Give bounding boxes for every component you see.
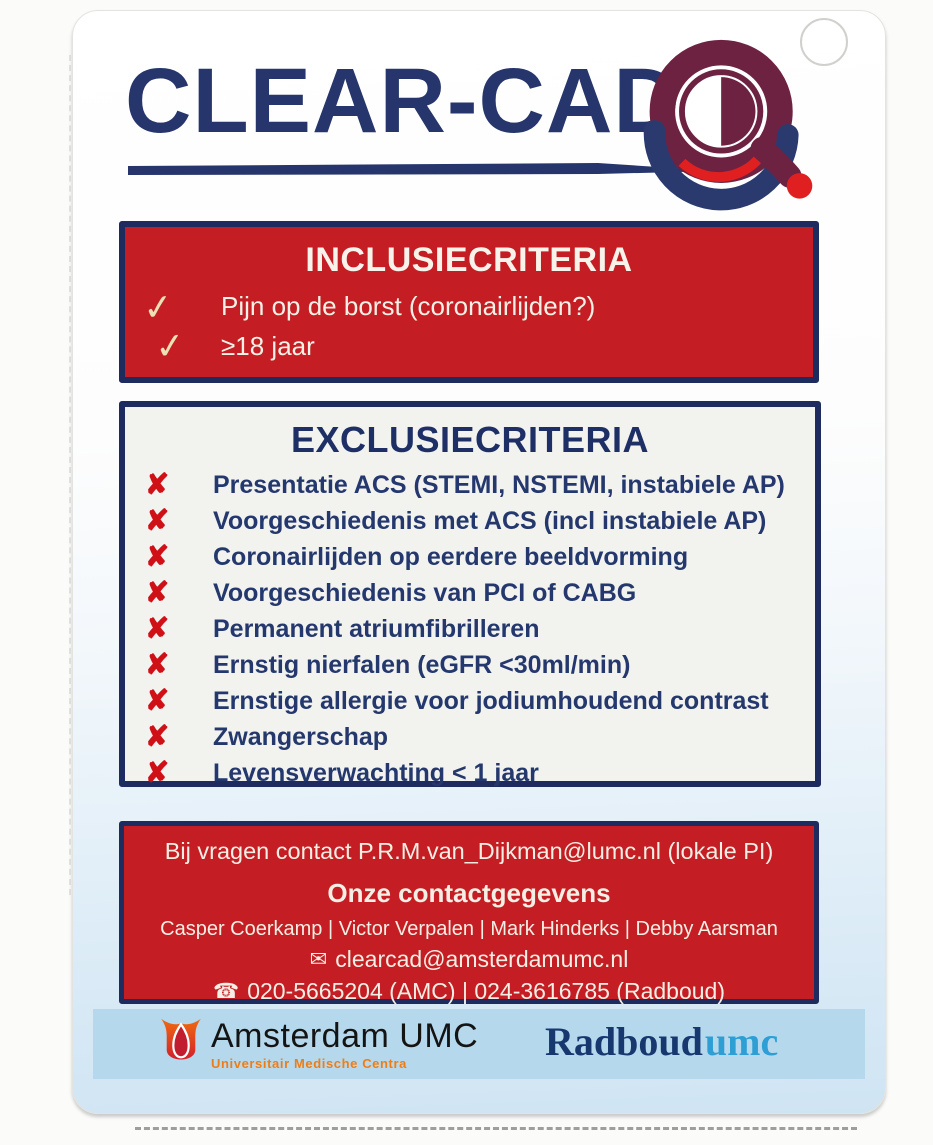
contact-phone-line [213,978,725,1005]
card-shadow-line [135,1127,857,1130]
exclusion-item-label: Ernstige allergie voor jodiumhoudend contrast [213,686,769,715]
exclusion-item [125,575,815,611]
exclusion-item [125,611,815,647]
cross-icon: ✘ [145,468,170,501]
tulip-icon [159,1017,203,1069]
exclusion-item-label: Zwangerschap [213,722,389,751]
cross-icon: ✘ [145,756,170,789]
phone-icon: ☎ [213,980,240,1003]
cross-icon: ✘ [145,612,170,645]
contact-question: Bij vragen contact P.R.M.van_Dijkman@lumc.nl (lokale PI) [164,838,774,864]
exclusion-item-label: Voorgeschiedenis van PCI of CABG [213,578,637,607]
exclusion-item [125,683,815,719]
amsterdam-umc-name: Amsterdam UMC [211,1017,479,1055]
exclusion-item [125,467,815,503]
radboudumc-logo [545,1019,779,1064]
exclusion-item [125,539,815,575]
cross-icon: ✘ [145,540,170,573]
exclusion-item [125,503,815,539]
contact-names: Casper Coerkamp | Victor Verpalen | Mark Hinderks | Debby Aarsman [160,918,778,940]
check-icon: ✓ [152,323,188,368]
exclusion-item-label: Levensverwachting < 1 jaar [213,758,539,787]
exclusion-item-label: Presentatie ACS (STEMI, NSTEMI, instabiele AP) [213,470,785,499]
contact-heading: Onze contactgegevens [327,878,611,908]
exclusion-box [119,401,821,787]
inclusion-box [119,221,819,383]
inclusion-item [125,285,813,330]
page-title: CLEAR-CAD [125,50,681,152]
amsterdam-umc-logo [159,1017,478,1071]
exclusion-item [125,647,815,683]
exclusion-list [125,467,815,791]
contact-phones: 020-5665204 (AMC) | 024-3616785 (Radboud) [247,978,725,1004]
exclusion-item-label: Coronairlijden op eerdere beeldvorming [213,542,689,571]
exclusion-item-label: Permanent atriumfibrilleren [213,614,540,643]
cross-icon: ✘ [145,648,170,681]
scan-edge-streak [69,55,71,895]
study-card [72,10,886,1114]
inclusion-item-label: ≥18 jaar [221,330,315,361]
badge-hole [800,18,848,66]
exclusion-item-label: Ernstig nierfalen (eGFR <30ml/min) [213,650,631,679]
contact-email-line [310,946,629,973]
exclusion-title: EXCLUSIECRITERIA [290,419,650,460]
inclusion-item [125,323,813,368]
cross-icon: ✘ [145,684,170,717]
cross-icon: ✘ [145,720,170,753]
exclusion-item-label: Voorgeschiedenis met ACS (incl instabiele AP) [213,506,767,535]
exclusion-item [125,755,815,791]
check-icon: ✓ [140,285,176,330]
radboud-wordmark-dark: Radboud [545,1019,703,1064]
cross-icon: ✘ [145,576,170,609]
contact-box [119,821,819,1004]
footer-band [93,1009,865,1079]
clear-cad-logo [631,33,827,229]
inclusion-title: INCLUSIECRITERIA [305,241,633,279]
exclusion-item [125,719,815,755]
inclusion-list [125,286,813,366]
contact-email: clearcad@amsterdamumc.nl [335,946,629,972]
inclusion-item-label: Pijn op de borst (coronairlijden?) [221,290,596,321]
amsterdam-umc-subtitle: Universitair Medische Centra [211,1055,407,1071]
radboud-wordmark-light: umc [704,1019,779,1064]
email-icon: ✉ [309,948,328,971]
cross-icon: ✘ [145,504,170,537]
